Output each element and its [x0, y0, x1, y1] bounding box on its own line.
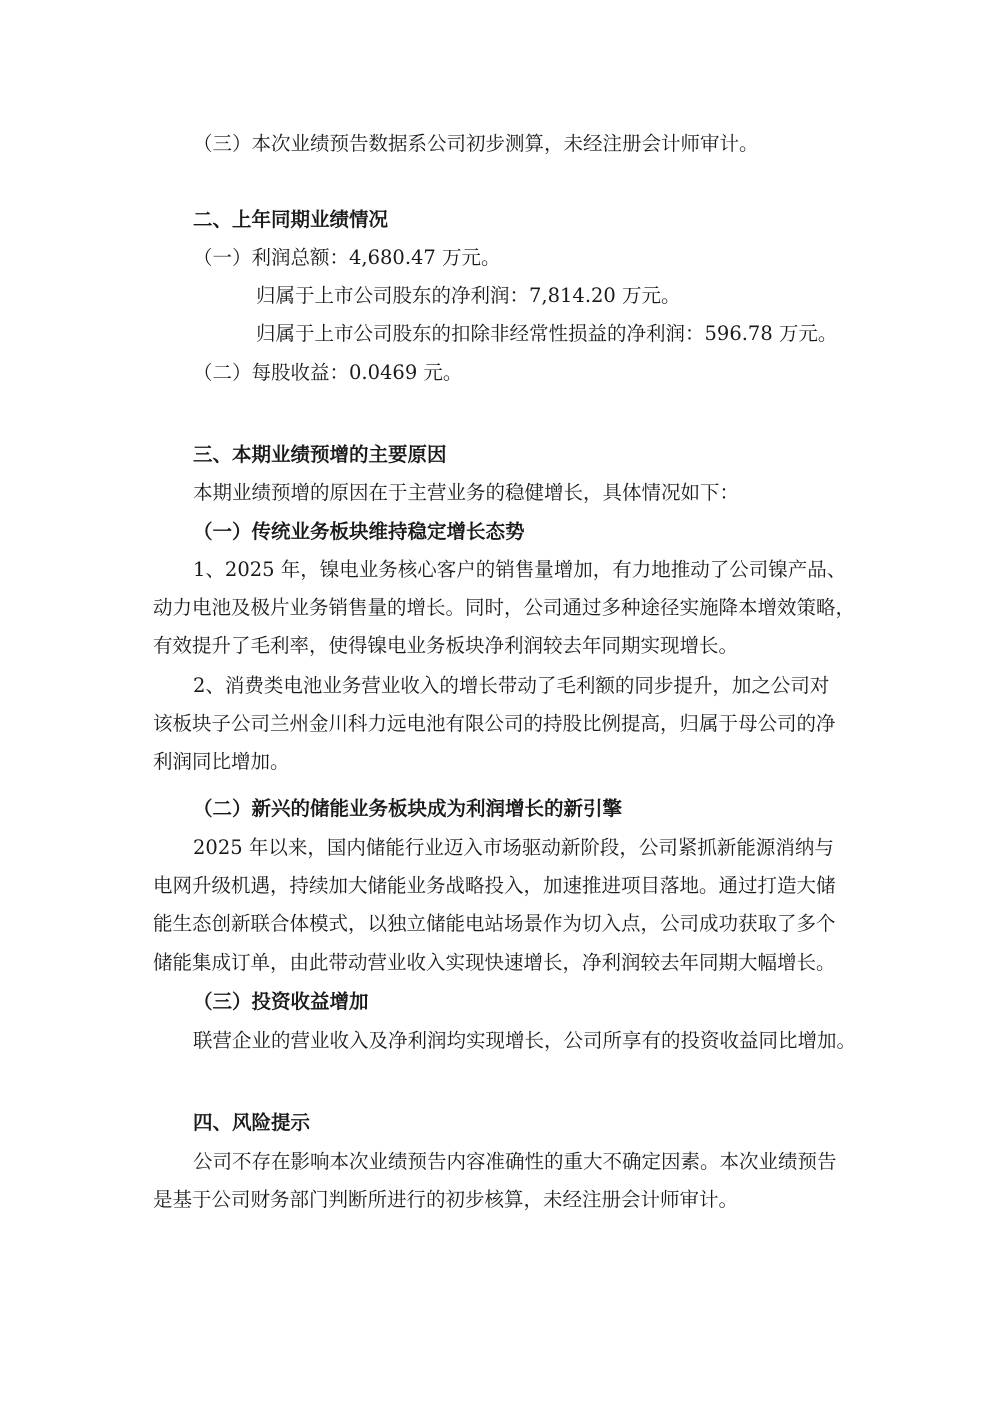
section3-sub1-para1-line1: 1、2025 年，镍电业务核心客户的销售量增加，有力地推动了公司镍产品、: [193, 558, 847, 581]
section4-para-line2: 是基于公司财务部门判断所进行的初步核算，未经注册会计师审计。: [153, 1188, 739, 1211]
section3-sub2-para-line1: 2025 年以来，国内储能行业迈入市场驱动新阶段，公司紧抓新能源消纳与: [193, 836, 834, 859]
section1-item3: （三）本次业绩预告数据系公司初步测算，未经注册会计师审计。: [193, 132, 759, 155]
section3-sub1-para2-line2: 该板块子公司兰州金川科力远电池有限公司的持股比例提高，归属于母公司的净: [153, 712, 836, 735]
section2-item1-line3: 归属于上市公司股东的扣除非经常性损益的净利润：596.78 万元。: [256, 322, 838, 345]
section2-item1: （一）利润总额：4,680.47 万元。: [193, 246, 501, 269]
section3-sub1-para2-line3: 利润同比增加。: [153, 750, 290, 773]
section4-heading: 四、风险提示: [193, 1111, 311, 1134]
section4-para-line1: 公司不存在影响本次业绩预告内容准确性的重大不确定因素。本次业绩预告: [193, 1150, 837, 1173]
section3-heading: 三、本期业绩预增的主要原因: [193, 443, 447, 466]
section3-sub1-heading: （一）传统业务板块维持稳定增长态势: [193, 520, 525, 543]
section3-sub2-para-line4: 储能集成订单，由此带动营业收入实现快速增长，净利润较去年同期大幅增长。: [153, 951, 836, 974]
section3-sub2-heading: （二）新兴的储能业务板块成为利润增长的新引擎: [193, 797, 623, 820]
section2-item1-line2: 归属于上市公司股东的净利润：7,814.20 万元。: [256, 284, 681, 307]
section3-sub3-para: 联营企业的营业收入及净利润均实现增长，公司所享有的投资收益同比增加。: [193, 1029, 857, 1052]
section3-sub1-para1-line2: 动力电池及极片业务销售量的增长。同时，公司通过多种途径实施降本增效策略，: [153, 596, 856, 619]
section3-sub3-heading: （三）投资收益增加: [193, 990, 369, 1013]
section2-item2: （二）每股收益：0.0469 元。: [193, 361, 463, 384]
section3-sub1-para2-line1: 2、消费类电池业务营业收入的增长带动了毛利额的同步提升，加之公司对: [193, 674, 830, 697]
section3-intro: 本期业绩预增的原因在于主营业务的稳健增长，具体情况如下：: [193, 481, 740, 504]
section3-sub2-para-line3: 能生态创新联合体模式，以独立储能电站场景作为切入点，公司成功获取了多个: [153, 912, 836, 935]
section3-sub2-para-line2: 电网升级机遇，持续加大储能业务战略投入，加速推进项目落地。通过打造大储: [153, 874, 836, 897]
section3-sub1-para1-line3: 有效提升了毛利率，使得镍电业务板块净利润较去年同期实现增长。: [153, 634, 739, 657]
section2-heading: 二、上年同期业绩情况: [193, 208, 389, 231]
